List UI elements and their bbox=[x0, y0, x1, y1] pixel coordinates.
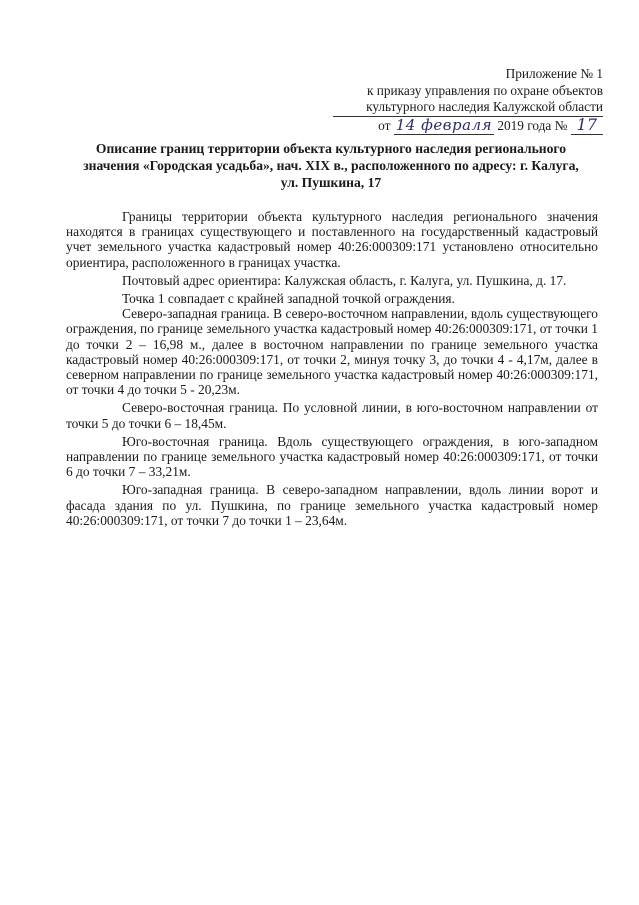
date-prefix: от bbox=[378, 117, 391, 133]
title-line-1: Описание границ территории объекта культурного наследия регионального bbox=[95, 141, 567, 156]
appendix-number: Приложение № 1 bbox=[505, 66, 603, 81]
paragraph-point-1: Точка 1 совпадает с крайней западной точкой ограждения. bbox=[122, 291, 455, 307]
paragraph-northwest-boundary: Северо-западная граница. В северо-восточном направлении, вдоль существующего ограждения, по границе земельного участка кадастровый номер 40:26:000309:171, от точки 1 до точки 2 – 16,98 м., далее в восточном направлении по границе земельного участка кадастровый номер 40:26:000309:171, от точки 2, минуя точку 3, до точки 4 - 4,17м, далее в северном направлении по границе земельного участка кадастровый номер 40:26:000309:171, от точки 4 до точки 5 - 20,23м. bbox=[66, 306, 598, 398]
appendix-header bbox=[333, 66, 603, 134]
handwritten-date: 14 февраля bbox=[395, 115, 492, 134]
title-line-2: значения «Городская усадьба», нач. XIX в., расположенного по адресу: г. Калуга, bbox=[83, 158, 579, 173]
year-text: 2019 года № bbox=[497, 117, 568, 133]
handwritten-order-number: 17 bbox=[571, 115, 603, 135]
paragraph-northeast-boundary: Северо-восточная граница. По условной линии, в юго-восточном направлении от точки 5 до точки 6 – 18,45м. bbox=[66, 400, 598, 431]
title-line-3: ул. Пушкина, 17 bbox=[280, 175, 382, 190]
document-body bbox=[66, 209, 598, 531]
paragraph-southwest-boundary: Юго-западная граница. В северо-западном направлении, вдоль линии ворот и фасада здания по ул. Пушкина, по границе земельного участка кадастровый номер 40:26:000309:171, от точки 7 до точки 1 – 23,64м. bbox=[66, 482, 598, 528]
paragraph-postal-address: Почтовый адрес ориентира: Калужская область, г. Калуга, ул. Пушкина, д. 17. bbox=[122, 272, 567, 288]
document-title bbox=[66, 140, 596, 191]
paragraph-southeast-boundary: Юго-восточная граница. Вдоль существующего ограждения, в юго-западном направлении по границе земельного участка кадастровый номер 40:26:000309:171, от точки 6 до точки 7 – 33,21м. bbox=[66, 433, 598, 480]
order-reference: к приказу управления по охране объектов bbox=[366, 82, 603, 98]
order-date-line bbox=[333, 114, 603, 135]
paragraph-boundaries: Границы территории объекта культурного наследия регионального значения находятся в границах существующего и поставленного на государственный кадастровый учет земельного участка кадастровый номер 40:26:000309:171 установлено относительно ориентира, расположенного в границах участка. bbox=[66, 209, 598, 270]
authority-name: культурного наследия Калужской области bbox=[333, 99, 603, 117]
